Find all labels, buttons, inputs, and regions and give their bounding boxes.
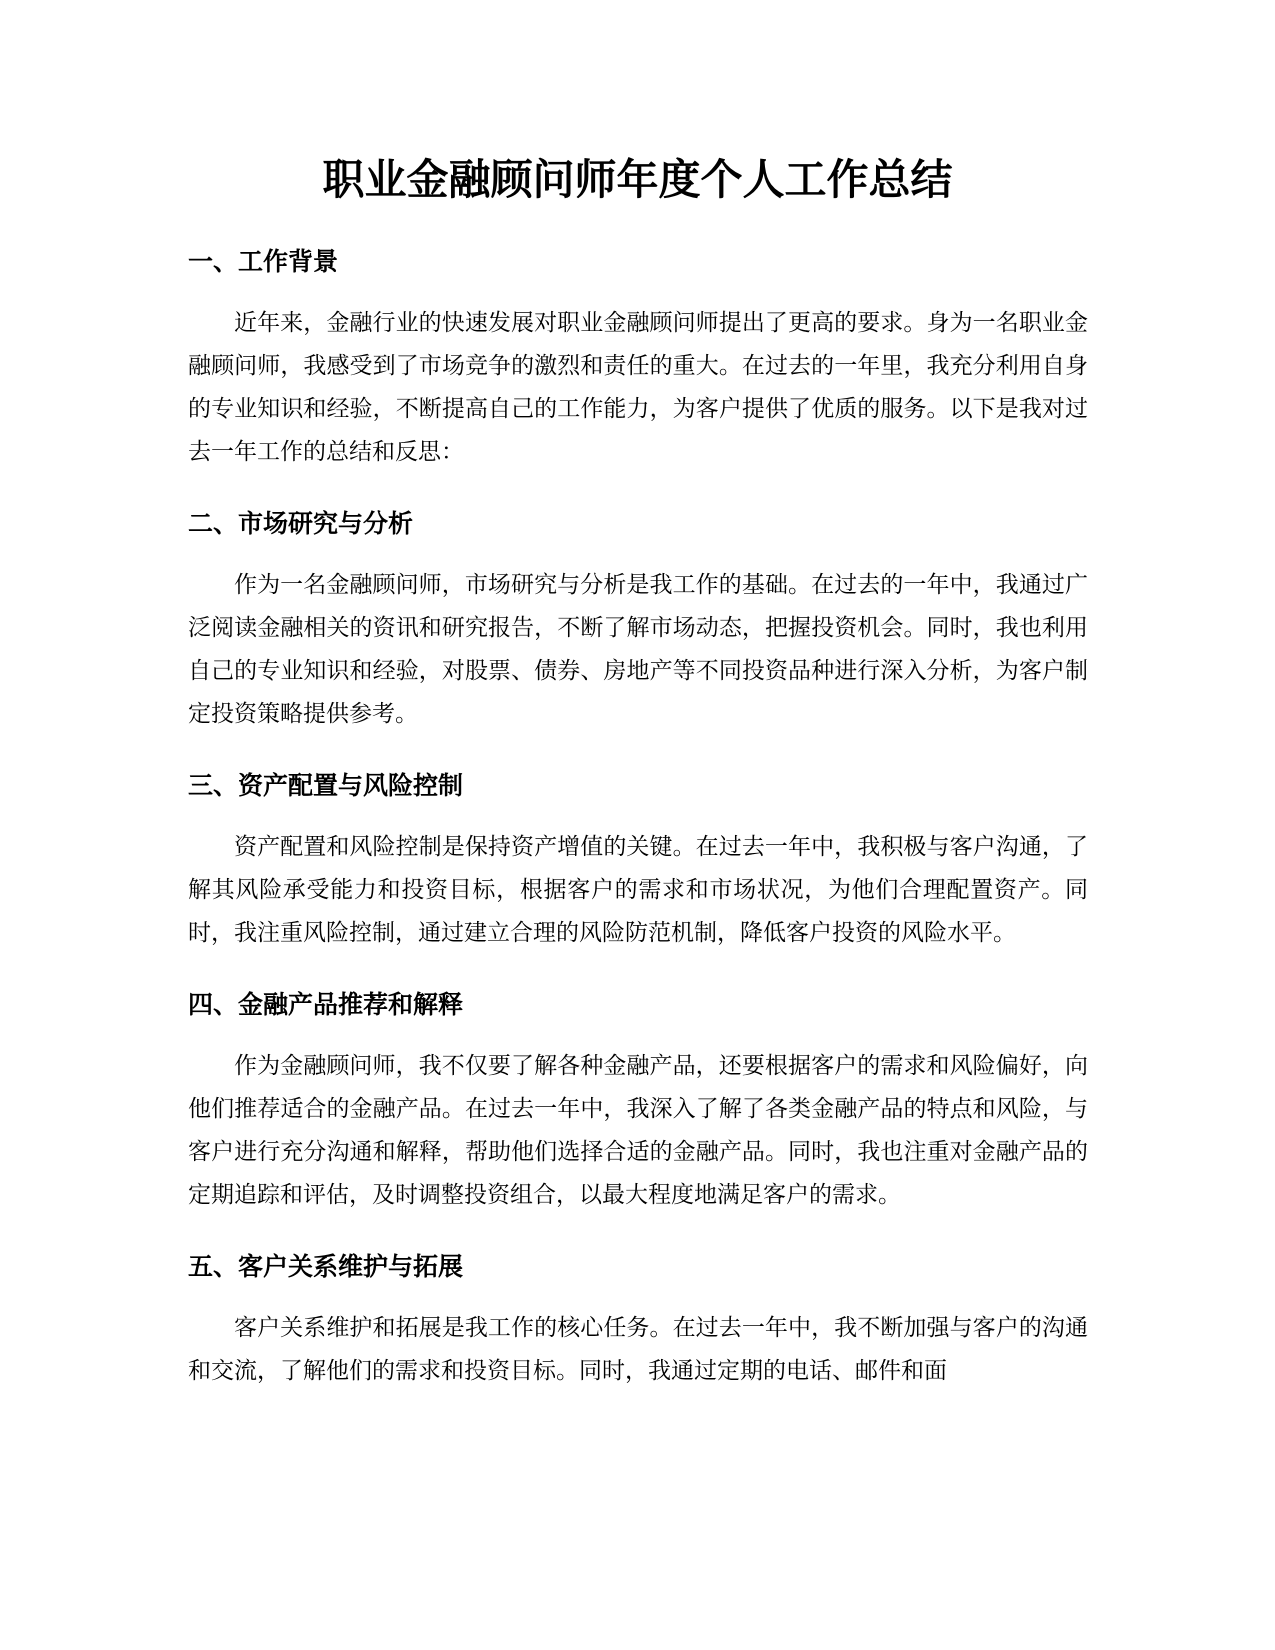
section-paragraph: 作为一名金融顾问师，市场研究与分析是我工作的基础。在过去的一年中，我通过广泛阅读金融相关的资讯和研究报告，不断了解市场动态，把握投资机会。同时，我也利用自己的专业知识和经验，对股票、债券、房地产等不同投资品种进行深入分析，为客户制定投资策略提供参考。: [188, 572, 1088, 727]
section-client-relations: [188, 1245, 1088, 1393]
section-work-background: [188, 240, 1088, 474]
section-heading: 三、资产配置与风险控制: [188, 771, 464, 800]
document-title: 职业金融顾问师年度个人工作总结: [322, 155, 953, 204]
section-market-research: [188, 502, 1088, 736]
section-asset-allocation: [188, 764, 1088, 955]
section-heading: 一、工作背景: [188, 247, 339, 276]
section-heading: 五、客户关系维护与拓展: [188, 1252, 464, 1281]
section-paragraph: 资产配置和风险控制是保持资产增值的关键。在过去一年中，我积极与客户沟通，了解其风险承受能力和投资目标，根据客户的需求和市场状况，为他们合理配置资产。同时，我注重风险控制，通过建立合理的风险防范机制，降低客户投资的风险水平。: [188, 834, 1088, 946]
section-paragraph: 作为金融顾问师，我不仅要了解各种金融产品，还要根据客户的需求和风险偏好，向他们推荐适合的金融产品。在过去一年中，我深入了解了各类金融产品的特点和风险，与客户进行充分沟通和解释，帮助他们选择合适的金融产品。同时，我也注重对金融产品的定期追踪和评估，及时调整投资组合，以最大程度地满足客户的需求。: [188, 1053, 1088, 1208]
section-product-recommendation: [188, 983, 1088, 1217]
section-heading: 四、金融产品推荐和解释: [188, 990, 464, 1019]
section-paragraph: 近年来，金融行业的快速发展对职业金融顾问师提出了更高的要求。身为一名职业金融顾问师，我感受到了市场竞争的激烈和责任的重大。在过去的一年里，我充分利用自身的专业知识和经验，不断提高自己的工作能力，为客户提供了优质的服务。以下是我对过去一年工作的总结和反思：: [188, 310, 1088, 465]
document-body: [188, 240, 1088, 1421]
section-heading: 二、市场研究与分析: [188, 509, 414, 538]
section-paragraph: 客户关系维护和拓展是我工作的核心任务。在过去一年中，我不断加强与客户的沟通和交流，了解他们的需求和投资目标。同时，我通过定期的电话、邮件和面: [188, 1315, 1088, 1384]
